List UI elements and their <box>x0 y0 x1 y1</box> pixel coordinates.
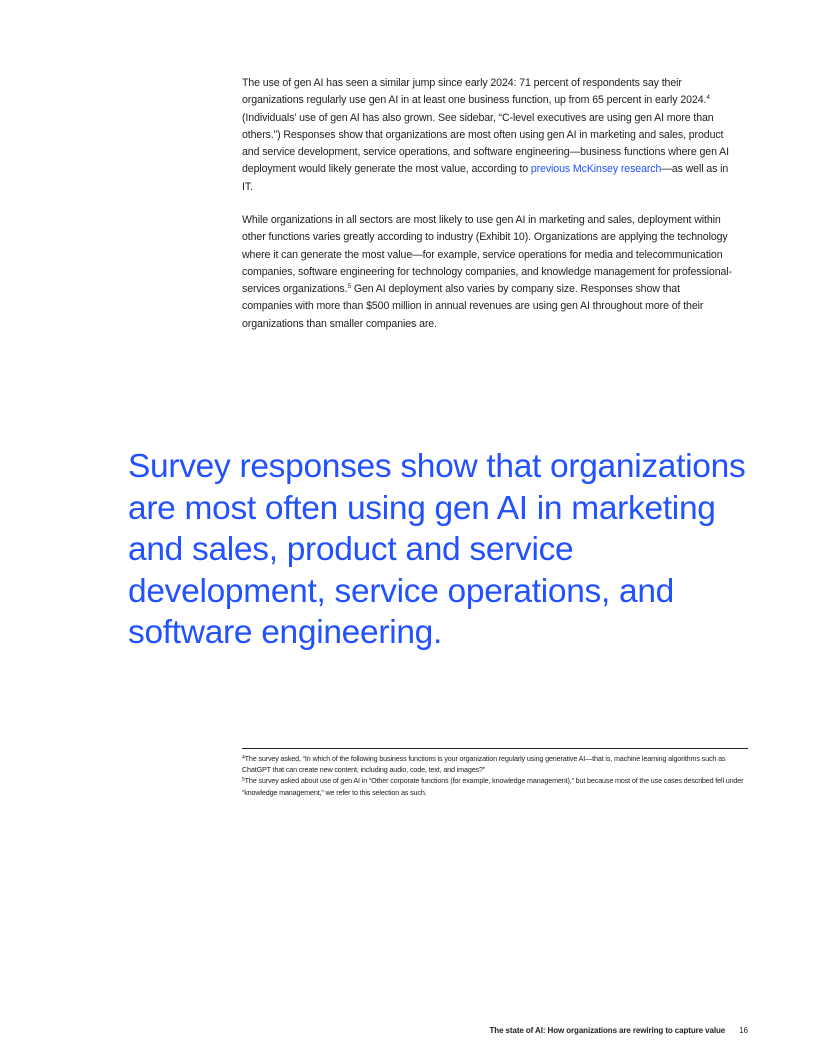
previous-mckinsey-research-link[interactable]: previous McKinsey research <box>530 163 662 176</box>
body-paragraph-1 <box>242 75 732 196</box>
pull-quote: Survey responses show that organizations are most often using gen AI in marketing and sales, product and service development, service operations, and software engineering. <box>128 448 746 651</box>
page-footer <box>490 1026 748 1035</box>
paragraph-1-text-b: (Individuals’ use of gen AI has also grown. See sidebar, “C-level executives are using gen AI more than others.”) Responses show that organizations are most often using gen AI in marketing and sales, product and service development, service operations, and software engineering—business functions where gen AI deployment would likely generate the most value, according to <box>242 111 729 176</box>
paragraph-2-text-b: Gen AI deployment also varies by company size. Responses show that companies with more than $500 million in annual revenues are using gen AI throughout more of their organizations than smaller companies are. <box>242 283 704 330</box>
paragraph-1-text-c: —as well as in IT. <box>242 163 729 193</box>
footer-report-title: The state of AI: How organizations are rewiring to capture value <box>489 1026 726 1035</box>
footnotes <box>242 753 752 798</box>
footnote-5 <box>242 775 752 797</box>
body-paragraph-2 <box>242 212 732 333</box>
paragraph-2-text-a: While organizations in all sectors are most likely to use gen AI in marketing and sales, deployment within other functions varies greatly according to industry (Exhibit 10). Organizations are applying the technology where it can generate the most value—for example, service operations for media and telecommunication companies, software engineering for technology companies, and knowledge management for professional-services organizations. <box>242 214 732 296</box>
footnote-ref-4[interactable]: 4 <box>706 94 710 102</box>
page-number: 16 <box>739 1026 748 1035</box>
footnote-marker-4: 4 <box>242 755 245 761</box>
footnote-marker-5: 5 <box>242 777 245 784</box>
footnote-5-text: The survey asked about use of gen AI in “Other corporate functions (for example, knowledge management),” but because most of the use cases described fell under “knowledge management,” we refer to this selection as such. <box>242 776 744 797</box>
footnote-4-text: The survey asked, “In which of the following business functions is your organization regularly using generative AI—that is, machine learning algorithms such as ChatGPT that can create new content, including audio, code, text, and images?” <box>242 754 726 775</box>
footnote-4 <box>242 753 752 775</box>
footnote-divider <box>242 748 748 749</box>
footnote-ref-5[interactable]: 5 <box>347 283 351 291</box>
paragraph-1-text-a: The use of gen AI has seen a similar jump since early 2024: 71 percent of respondents say their organizations regularly use gen AI in at least one business function, up from 65 percent in early 2024. <box>242 77 707 107</box>
